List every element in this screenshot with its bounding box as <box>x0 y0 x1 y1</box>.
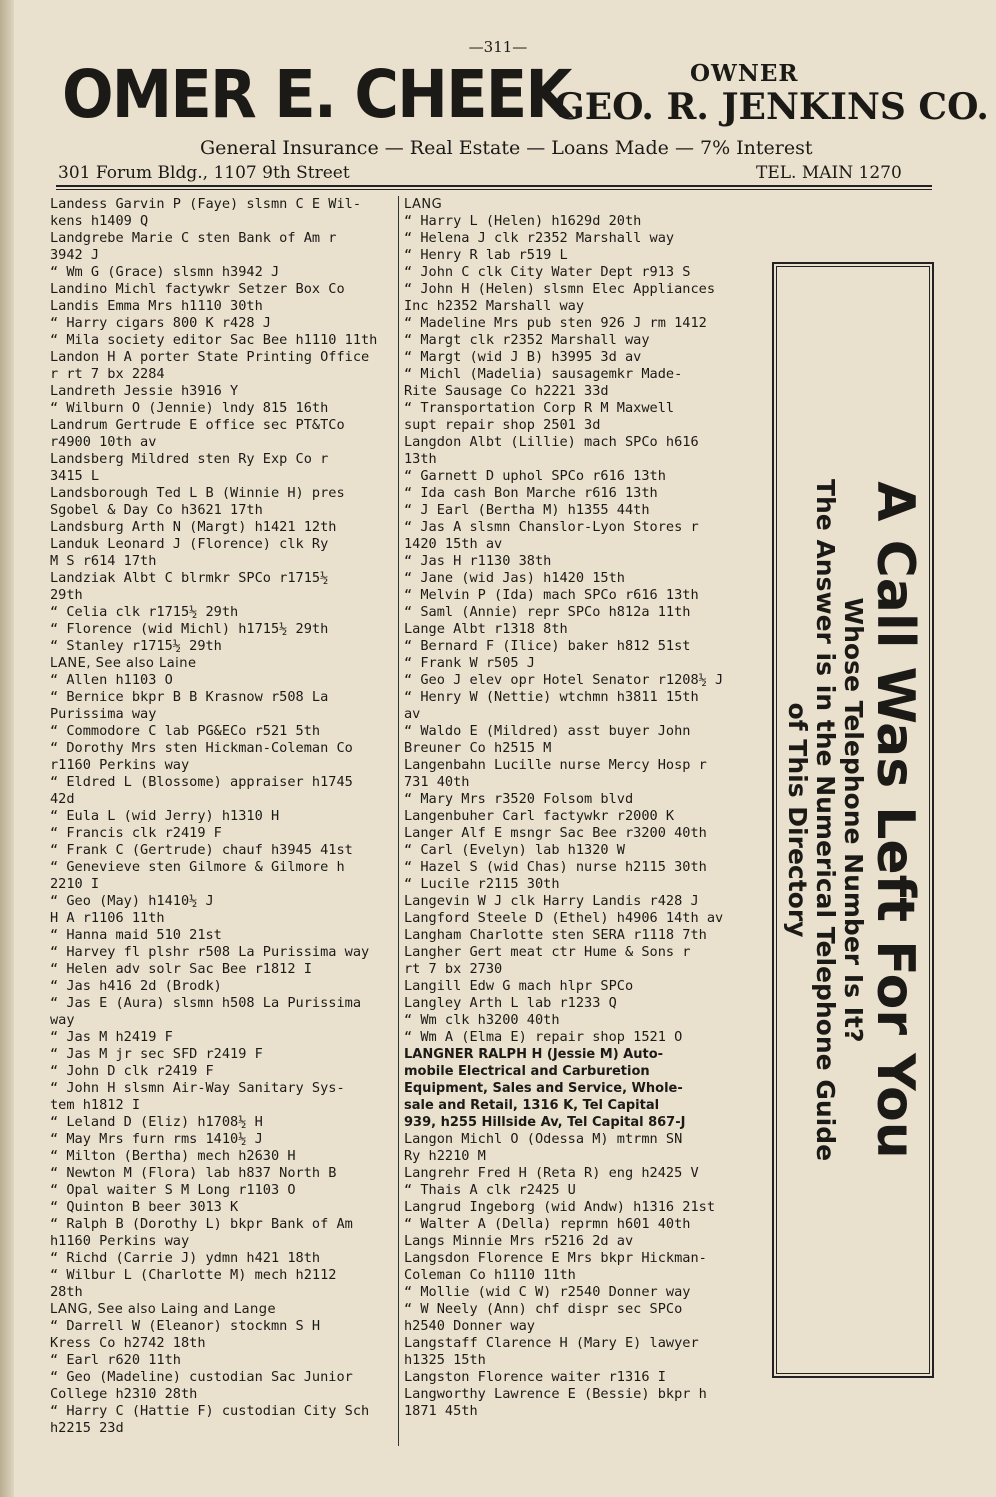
directory-entry: r4900 10th av <box>50 434 157 450</box>
directory-entry: “ Bernard F (Ilice) baker h812 51st <box>404 638 691 654</box>
directory-entry: Landgrebe Marie C sten Bank of Am r <box>50 230 337 246</box>
directory-entry: “ Hanna maid 510 21st <box>50 927 222 943</box>
directory-entry: 13th <box>404 451 437 467</box>
directory-entry: “ Darrell W (Eleanor) stockmn S H <box>50 1318 321 1334</box>
advert-line-3: of This Directory <box>783 702 812 938</box>
directory-entry: 28th <box>50 1284 83 1300</box>
directory-entry: “ Eula L (wid Jerry) h1310 H <box>50 808 280 824</box>
directory-entry: “ Frank W r505 J <box>404 655 535 671</box>
directory-entry: “ Milton (Bertha) mech h2630 H <box>50 1148 296 1164</box>
directory-entry: “ Newton M (Flora) lab h837 North B <box>50 1165 337 1181</box>
directory-entry: Coleman Co h1110 11th <box>404 1267 576 1283</box>
directory-entry: Landrum Gertrude E office sec PT&TCo <box>50 417 345 433</box>
directory-entry: “ Quinton B beer 3013 K <box>50 1199 239 1215</box>
directory-entry: Langham Charlotte sten SERA r1118 7th <box>404 927 707 943</box>
directory-entry: Sgobel & Day Co h3621 17th <box>50 502 263 518</box>
directory-entry: “ Mollie (wid C W) r2540 Donner way <box>404 1284 691 1300</box>
directory-entry: “ Harry L (Helen) h1629d 20th <box>404 213 642 229</box>
tagline: General Insurance — Real Estate — Loans Made — 7% Interest <box>200 137 813 159</box>
directory-entry: “ John C clk City Water Dept r913 S <box>404 264 691 280</box>
directory-entry: “ Margt (wid J B) h3995 3d av <box>404 349 642 365</box>
directory-entry: Langer Alf E msngr Sac Bee r3200 40th <box>404 825 707 841</box>
directory-entry: Langdon Albt (Lillie) mach SPCo h616 <box>404 434 699 450</box>
directory-entry: “ Wm clk h3200 40th <box>404 1012 560 1028</box>
directory-entry: “ Stanley r1715½ 29th <box>50 638 222 654</box>
directory-entry: LANE, See also Laine <box>50 656 197 671</box>
directory-entry: “ Florence (wid Michl) h1715½ 29th <box>50 621 329 637</box>
directory-entry: “ Wm A (Elma E) repair shop 1521 O <box>404 1029 683 1045</box>
directory-entry: “ John H (Helen) slsmn Elec Appliances <box>404 281 715 297</box>
directory-entry: “ Thais A clk r2425 U <box>404 1182 576 1198</box>
directory-entry: Langrud Ingeborg (wid Andw) h1316 21st <box>404 1199 715 1215</box>
directory-entry: “ Leland D (Eliz) h1708½ H <box>50 1114 263 1130</box>
directory-entry: “ Madeline Mrs pub sten 926 J rm 1412 <box>404 315 707 331</box>
directory-entry: “ Carl (Evelyn) lab h1320 W <box>404 842 625 858</box>
directory-entry: “ Lucile r2115 30th <box>404 876 560 892</box>
directory-entry: h1160 Perkins way <box>50 1233 190 1249</box>
directory-entry: Langstaff Clarence H (Mary E) lawyer <box>404 1335 699 1351</box>
directory-entry: Rite Sausage Co h2221 33d <box>404 383 609 399</box>
directory-entry: “ Opal waiter S M Long r1103 O <box>50 1182 296 1198</box>
header-rule-thin <box>56 189 932 190</box>
directory-entry: Landsborough Ted L B (Winnie H) pres <box>50 485 345 501</box>
directory-entry: Langenbahn Lucille nurse Mercy Hosp r <box>404 757 707 773</box>
directory-entry: 2210 I <box>50 876 100 892</box>
directory-entry: h2540 Donner way <box>404 1318 535 1334</box>
directory-entry: “ Helen adv solr Sac Bee r1812 I <box>50 961 312 977</box>
directory-entry: “ Jas M jr sec SFD r2419 F <box>50 1046 263 1062</box>
directory-entry: “ Jas h416 2d (Brodk) <box>50 978 222 994</box>
brand-name: OMER E. CHEEK <box>62 56 571 133</box>
advert-line-1: Whose Telephone Number Is It? <box>839 597 868 1043</box>
directory-entry: Langley Arth L lab r1233 Q <box>404 995 617 1011</box>
directory-entry: “ John D clk r2419 F <box>50 1063 214 1079</box>
directory-entry: Langill Edw G mach hlpr SPCo <box>404 978 634 994</box>
directory-entry: “ Ida cash Bon Marche r616 13th <box>404 485 658 501</box>
directory-entry: “ Helena J clk r2352 Marshall way <box>404 230 675 246</box>
directory-entry: tem h1812 I <box>50 1097 141 1113</box>
directory-entry: Langford Steele D (Ethel) h4906 14th av <box>404 910 724 926</box>
directory-entry: sale and Retail, 1316 K, Tel Capital <box>404 1098 660 1113</box>
directory-entry: “ Michl (Madelia) sausagemkr Made- <box>404 366 683 382</box>
directory-entry: Kress Co h2742 18th <box>50 1335 206 1351</box>
directory-entry: Langenbuher Carl factywkr r2000 K <box>404 808 675 824</box>
directory-entry: “ Harry cigars 800 K r428 J <box>50 315 271 331</box>
directory-entry: “ Mila society editor Sac Bee h1110 11th <box>50 332 378 348</box>
page-number: —311— <box>468 38 528 56</box>
directory-entry: “ J Earl (Bertha M) h1355 44th <box>404 502 650 518</box>
directory-entry: “ Richd (Carrie J) ydmn h421 18th <box>50 1250 321 1266</box>
owner-company: GEO. R. JENKINS CO. <box>554 86 989 128</box>
directory-entry: Equipment, Sales and Service, Whole- <box>404 1081 683 1096</box>
directory-entry: Landsburg Arth N (Margt) h1421 12th <box>50 519 337 535</box>
directory-entry: “ W Neely (Ann) chf dispr sec SPCo <box>404 1301 683 1317</box>
directory-entry: H A r1106 11th <box>50 910 165 926</box>
directory-entry: “ Melvin P (Ida) mach SPCo r616 13th <box>404 587 699 603</box>
directory-entry: supt repair shop 2501 3d <box>404 417 601 433</box>
advert-headline: A Call Was Left For You <box>865 481 925 1159</box>
directory-entry: Ry h2210 M <box>404 1148 486 1164</box>
directory-entry: 29th <box>50 587 83 603</box>
directory-entry: “ Jas H r1130 38th <box>404 553 552 569</box>
directory-entry: “ May Mrs furn rms 1410½ J <box>50 1131 263 1147</box>
directory-entry: “ Frank C (Gertrude) chauf h3945 41st <box>50 842 353 858</box>
directory-entry: “ Genevieve sten Gilmore & Gilmore h <box>50 859 345 875</box>
directory-entry: h1325 15th <box>404 1352 486 1368</box>
directory-entry: LANG, See also Laing and Lange <box>50 1302 277 1317</box>
directory-entry: “ Harry C (Hattie F) custodian City Sch <box>50 1403 370 1419</box>
directory-entry: “ Waldo E (Mildred) asst buyer John <box>404 723 691 739</box>
directory-entry: “ Hazel S (wid Chas) nurse h2115 30th <box>404 859 707 875</box>
directory-entry: 939, h255 Hillside Av, Tel Capital 867-J <box>404 1115 686 1130</box>
directory-entry: “ Jas M h2419 F <box>50 1029 173 1045</box>
directory-entry: “ Saml (Annie) repr SPCo h812a 11th <box>404 604 691 620</box>
directory-entry: “ Jas E (Aura) slsmn h508 La Purissima <box>50 995 361 1011</box>
directory-entry: “ Commodore C lab PG&ECo r521 5th <box>50 723 321 739</box>
directory-entry: Lange Albt r1318 8th <box>404 621 568 637</box>
directory-entry: mobile Electrical and Carburetion <box>404 1064 650 1079</box>
directory-entry: Langworthy Lawrence E (Bessie) bkpr h <box>404 1386 707 1402</box>
directory-entry: “ Francis clk r2419 F <box>50 825 222 841</box>
directory-entry: r1160 Perkins way <box>50 757 190 773</box>
directory-entry: “ Margt clk r2352 Marshall way <box>404 332 650 348</box>
directory-entry: “ Transportation Corp R M Maxwell <box>404 400 675 416</box>
directory-entry: “ Geo (May) h1410½ J <box>50 893 214 909</box>
directory-entry: “ Dorothy Mrs sten Hickman-Coleman Co <box>50 740 353 756</box>
directory-entry: “ Wm G (Grace) slsmn h3942 J <box>50 264 280 280</box>
owner-label: OWNER <box>690 60 799 87</box>
directory-entry: M S r614 17th <box>50 553 157 569</box>
header-rule <box>56 185 932 187</box>
directory-entry: “ Geo J elev opr Hotel Senator r1208½ J <box>404 672 724 688</box>
advert-text <box>783 275 923 1365</box>
directory-entry: Langsdon Florence E Mrs bkpr Hickman- <box>404 1250 707 1266</box>
directory-entry: Langs Minnie Mrs r5216 2d av <box>404 1233 634 1249</box>
directory-entry: “ Ralph B (Dorothy L) bkpr Bank of Am <box>50 1216 353 1232</box>
directory-entry: av <box>404 706 421 722</box>
directory-entry: 1420 15th av <box>404 536 503 552</box>
directory-entry: “ Wilburn O (Jennie) lndy 815 16th <box>50 400 329 416</box>
directory-entry: Landziak Albt C blrmkr SPCo r1715½ <box>50 570 329 586</box>
directory-entry: “ Garnett D uphol SPCo r616 13th <box>404 468 666 484</box>
directory-column-right <box>404 196 764 1420</box>
directory-entry: “ Jas A slsmn Chanslor-Lyon Stores r <box>404 519 699 535</box>
directory-entry: “ Celia clk r1715½ 29th <box>50 604 239 620</box>
directory-entry: “ Allen h1103 O <box>50 672 173 688</box>
directory-entry: “ Jane (wid Jas) h1420 15th <box>404 570 625 586</box>
directory-entry: Landino Michl factywkr Setzer Box Co <box>50 281 345 297</box>
directory-entry: 3942 J <box>50 247 100 263</box>
directory-entry: Purissima way <box>50 706 157 722</box>
directory-entry: r rt 7 bx 2284 <box>50 366 165 382</box>
address: 301 Forum Bldg., 1107 9th Street <box>58 163 350 183</box>
directory-entry: LANG <box>404 197 443 212</box>
directory-entry: Langston Florence waiter r1316 I <box>404 1369 666 1385</box>
directory-entry: Landsberg Mildred sten Ry Exp Co r <box>50 451 329 467</box>
directory-entry: Landis Emma Mrs h1110 30th <box>50 298 263 314</box>
phone: TEL. MAIN 1270 <box>756 163 902 183</box>
directory-entry: “ Harvey fl plshr r508 La Purissima way <box>50 944 370 960</box>
directory-entry: Landuk Leonard J (Florence) clk Ry <box>50 536 329 552</box>
directory-entry: “ Geo (Madeline) custodian Sac Junior <box>50 1369 353 1385</box>
directory-entry: “ Eldred L (Blossome) appraiser h1745 <box>50 774 353 790</box>
directory-entry: Langher Gert meat ctr Hume & Sons r <box>404 944 691 960</box>
directory-entry: h2215 23d <box>50 1420 124 1436</box>
directory-entry: 42d <box>50 791 75 807</box>
directory-entry: Landreth Jessie h3916 Y <box>50 383 239 399</box>
directory-entry: 3415 L <box>50 468 100 484</box>
directory-entry: “ Earl r620 11th <box>50 1352 181 1368</box>
directory-entry: kens h1409 Q <box>50 213 149 229</box>
directory-entry: “ Henry W (Nettie) wtchmn h3811 15th <box>404 689 699 705</box>
directory-entry: “ John H slsmn Air-Way Sanitary Sys- <box>50 1080 345 1096</box>
directory-entry: Langevin W J clk Harry Landis r428 J <box>404 893 699 909</box>
directory-entry: Breuner Co h2515 M <box>404 740 552 756</box>
column-divider <box>398 196 399 1446</box>
directory-entry: College h2310 28th <box>50 1386 198 1402</box>
directory-entry: Landess Garvin P (Faye) slsmn C E Wil- <box>50 196 361 212</box>
directory-entry: LANGNER RALPH H (Jessie M) Auto- <box>404 1047 664 1062</box>
directory-entry: 731 40th <box>404 774 470 790</box>
directory-entry: Langon Michl O (Odessa M) mtrmn SN <box>404 1131 683 1147</box>
directory-entry: Langrehr Fred H (Reta R) eng h2425 V <box>404 1165 699 1181</box>
directory-entry: way <box>50 1012 75 1028</box>
directory-entry: Landon H A porter State Printing Office <box>50 349 370 365</box>
directory-entry: Inc h2352 Marshall way <box>404 298 585 314</box>
directory-entry: 1871 45th <box>404 1403 478 1419</box>
directory-entry: “ Bernice bkpr B B Krasnow r508 La <box>50 689 329 705</box>
directory-entry: “ Walter A (Della) reprmn h601 40th <box>404 1216 691 1232</box>
directory-entry: rt 7 bx 2730 <box>404 961 503 977</box>
advert-line-2: The Answer is in the Numerical Telephone Guide <box>811 478 840 1162</box>
directory-entry: “ Henry R lab r519 L <box>404 247 568 263</box>
directory-entry: “ Mary Mrs r3520 Folsom blvd <box>404 791 634 807</box>
directory-column-left <box>50 196 395 1437</box>
directory-entry: “ Wilbur L (Charlotte M) mech h2112 <box>50 1267 337 1283</box>
page-edge <box>0 0 14 1497</box>
advert-box <box>772 262 934 1378</box>
